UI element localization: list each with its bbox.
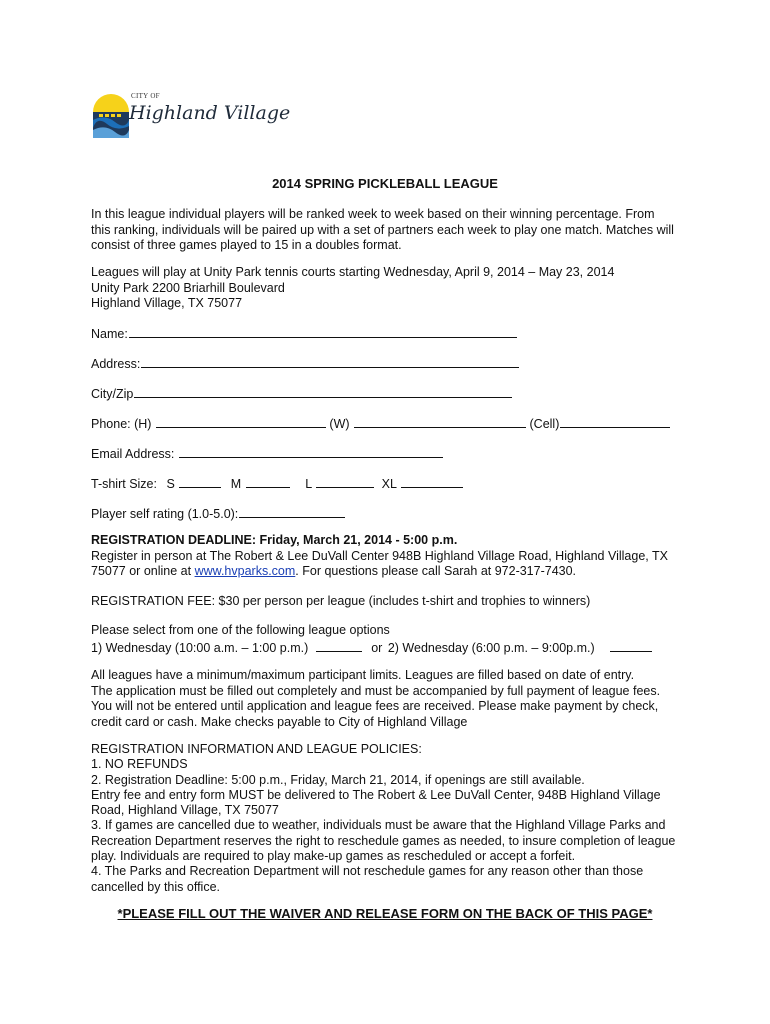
size-xl-field[interactable] <box>401 475 463 488</box>
hvparks-link[interactable]: www.hvparks.com <box>194 564 296 578</box>
option-2-label: 2) Wednesday (6:00 p.m. – 9:00p.m.) <box>387 640 595 655</box>
location-line: Leagues will play at Unity Park tennis courts starting Wednesday, April 9, 2014 – May 23, 2014 <box>91 265 615 279</box>
phone-home-label: Phone: (H) <box>91 417 152 431</box>
options-line <box>91 639 691 657</box>
or-text: or <box>371 640 383 655</box>
limits-line: The application must be filled out completely and must be accompanied by full payment of league fees. <box>91 683 661 698</box>
size-s-field[interactable] <box>179 475 221 488</box>
size-s-label: S <box>166 477 175 491</box>
phone-row <box>91 415 691 431</box>
logo-name-text: Highland Village <box>129 102 291 124</box>
page-title: 2014 SPRING PICKLEBALL LEAGUE <box>272 176 498 191</box>
option-1-field[interactable] <box>316 639 362 652</box>
name-label: Name: <box>91 327 128 341</box>
policies-section <box>91 742 691 895</box>
phone-work-label: (W) <box>329 417 350 431</box>
policy-line: play. Individuals are required to play make-up games as rescheduled or accept a forfeit. <box>91 849 576 864</box>
registration-line: 75077 or online at www.hvparks.com. For questions please call Sarah at 972-317-7430. <box>91 564 577 578</box>
policy-line: cancelled by this office. <box>91 879 221 894</box>
phone-cell-label: (Cell) <box>529 417 560 431</box>
size-m-label: M <box>230 477 242 491</box>
deadline-heading: REGISTRATION DEADLINE: Friday, March 21, 2014 - 5:00 p.m. <box>91 533 458 547</box>
size-xl-label: XL <box>381 477 397 491</box>
tshirt-row <box>91 475 691 491</box>
rating-field[interactable] <box>239 505 345 518</box>
option-2-field[interactable] <box>610 639 652 652</box>
cityzip-row <box>91 385 691 401</box>
intro-line: In this league individual players will be ranked week to week based on their winning percentage. From <box>91 207 655 221</box>
intro-line: this ranking, individuals will be paired up with a set of partners each week to play one match. Matches will <box>91 222 674 237</box>
waiver-notice: *PLEASE FILL OUT THE WAIVER AND RELEASE FORM ON THE BACK OF THIS PAGE* <box>117 906 653 921</box>
policy-line: Entry fee and entry form MUST be delivered to The Robert & Lee DuVall Center, 948B Highland Village <box>91 787 661 802</box>
name-field[interactable] <box>129 325 517 338</box>
location-line: Highland Village, TX 75077 <box>91 296 243 310</box>
address-row <box>91 355 691 371</box>
logo-city-text: CITY OF <box>131 92 160 100</box>
policy-line: Road, Highland Village, TX 75077 <box>91 803 279 818</box>
email-row <box>91 445 691 461</box>
email-field[interactable] <box>179 445 443 458</box>
registration-section <box>91 533 691 580</box>
cityzip-field[interactable] <box>134 385 512 398</box>
phone-work-field[interactable] <box>354 415 526 428</box>
intro-paragraph <box>91 207 691 254</box>
limits-line: All leagues have a minimum/maximum participant limits. Leagues are filled based on date of entry. <box>91 668 635 682</box>
limits-line: credit card or cash. Make checks payable to City of Highland Village <box>91 714 468 729</box>
limits-paragraph <box>91 668 691 730</box>
email-label: Email Address: <box>91 447 175 461</box>
policies-heading: REGISTRATION INFORMATION AND LEAGUE POLICIES: <box>91 742 422 756</box>
rating-row <box>91 505 691 521</box>
cityzip-label: City/Zip <box>91 387 134 401</box>
policy-line: Recreation Department reserves the right to reschedule games as needed, to insure completion of league <box>91 833 676 848</box>
intro-line: consist of three games played to 15 in a doubles format. <box>91 238 402 252</box>
tshirt-label: T-shirt Size: <box>91 477 157 491</box>
policy-line: 2. Registration Deadline: 5:00 p.m., Friday, March 21, 2014, if openings are still available. <box>91 772 585 787</box>
registration-line: Register in person at The Robert & Lee DuVall Center 948B Highland Village Road, Highland Village, TX <box>91 548 668 563</box>
rating-label: Player self rating (1.0-5.0): <box>91 507 239 521</box>
address-field[interactable] <box>141 355 519 368</box>
league-options <box>91 623 691 656</box>
city-logo <box>91 88 291 148</box>
size-l-field[interactable] <box>316 475 374 488</box>
policy-line: 3. If games are cancelled due to weather, individuals must be aware that the Highland Village Parks and <box>91 818 666 833</box>
registration-fee: REGISTRATION FEE: $30 per person per league (includes t-shirt and trophies to winners) <box>91 594 591 608</box>
location-paragraph <box>91 265 691 312</box>
option-1-label: 1) Wednesday (10:00 a.m. – 1:00 p.m.) <box>91 640 309 655</box>
phone-cell-field[interactable] <box>560 415 670 428</box>
name-row <box>91 325 691 341</box>
policy-line: 4. The Parks and Recreation Department will not reschedule games for any reason other than those <box>91 864 644 879</box>
size-m-field[interactable] <box>246 475 290 488</box>
phone-home-field[interactable] <box>156 415 326 428</box>
address-label: Address: <box>91 357 141 371</box>
limits-line: You will not be entered until application and league fees are received. Please make payment by check, <box>91 699 659 713</box>
location-line: Unity Park 2200 Briarhill Boulevard <box>91 280 285 295</box>
size-l-label: L <box>305 477 312 491</box>
options-prompt: Please select from one of the following league options <box>91 623 390 637</box>
policy-line: 1. NO REFUNDS <box>91 757 188 772</box>
